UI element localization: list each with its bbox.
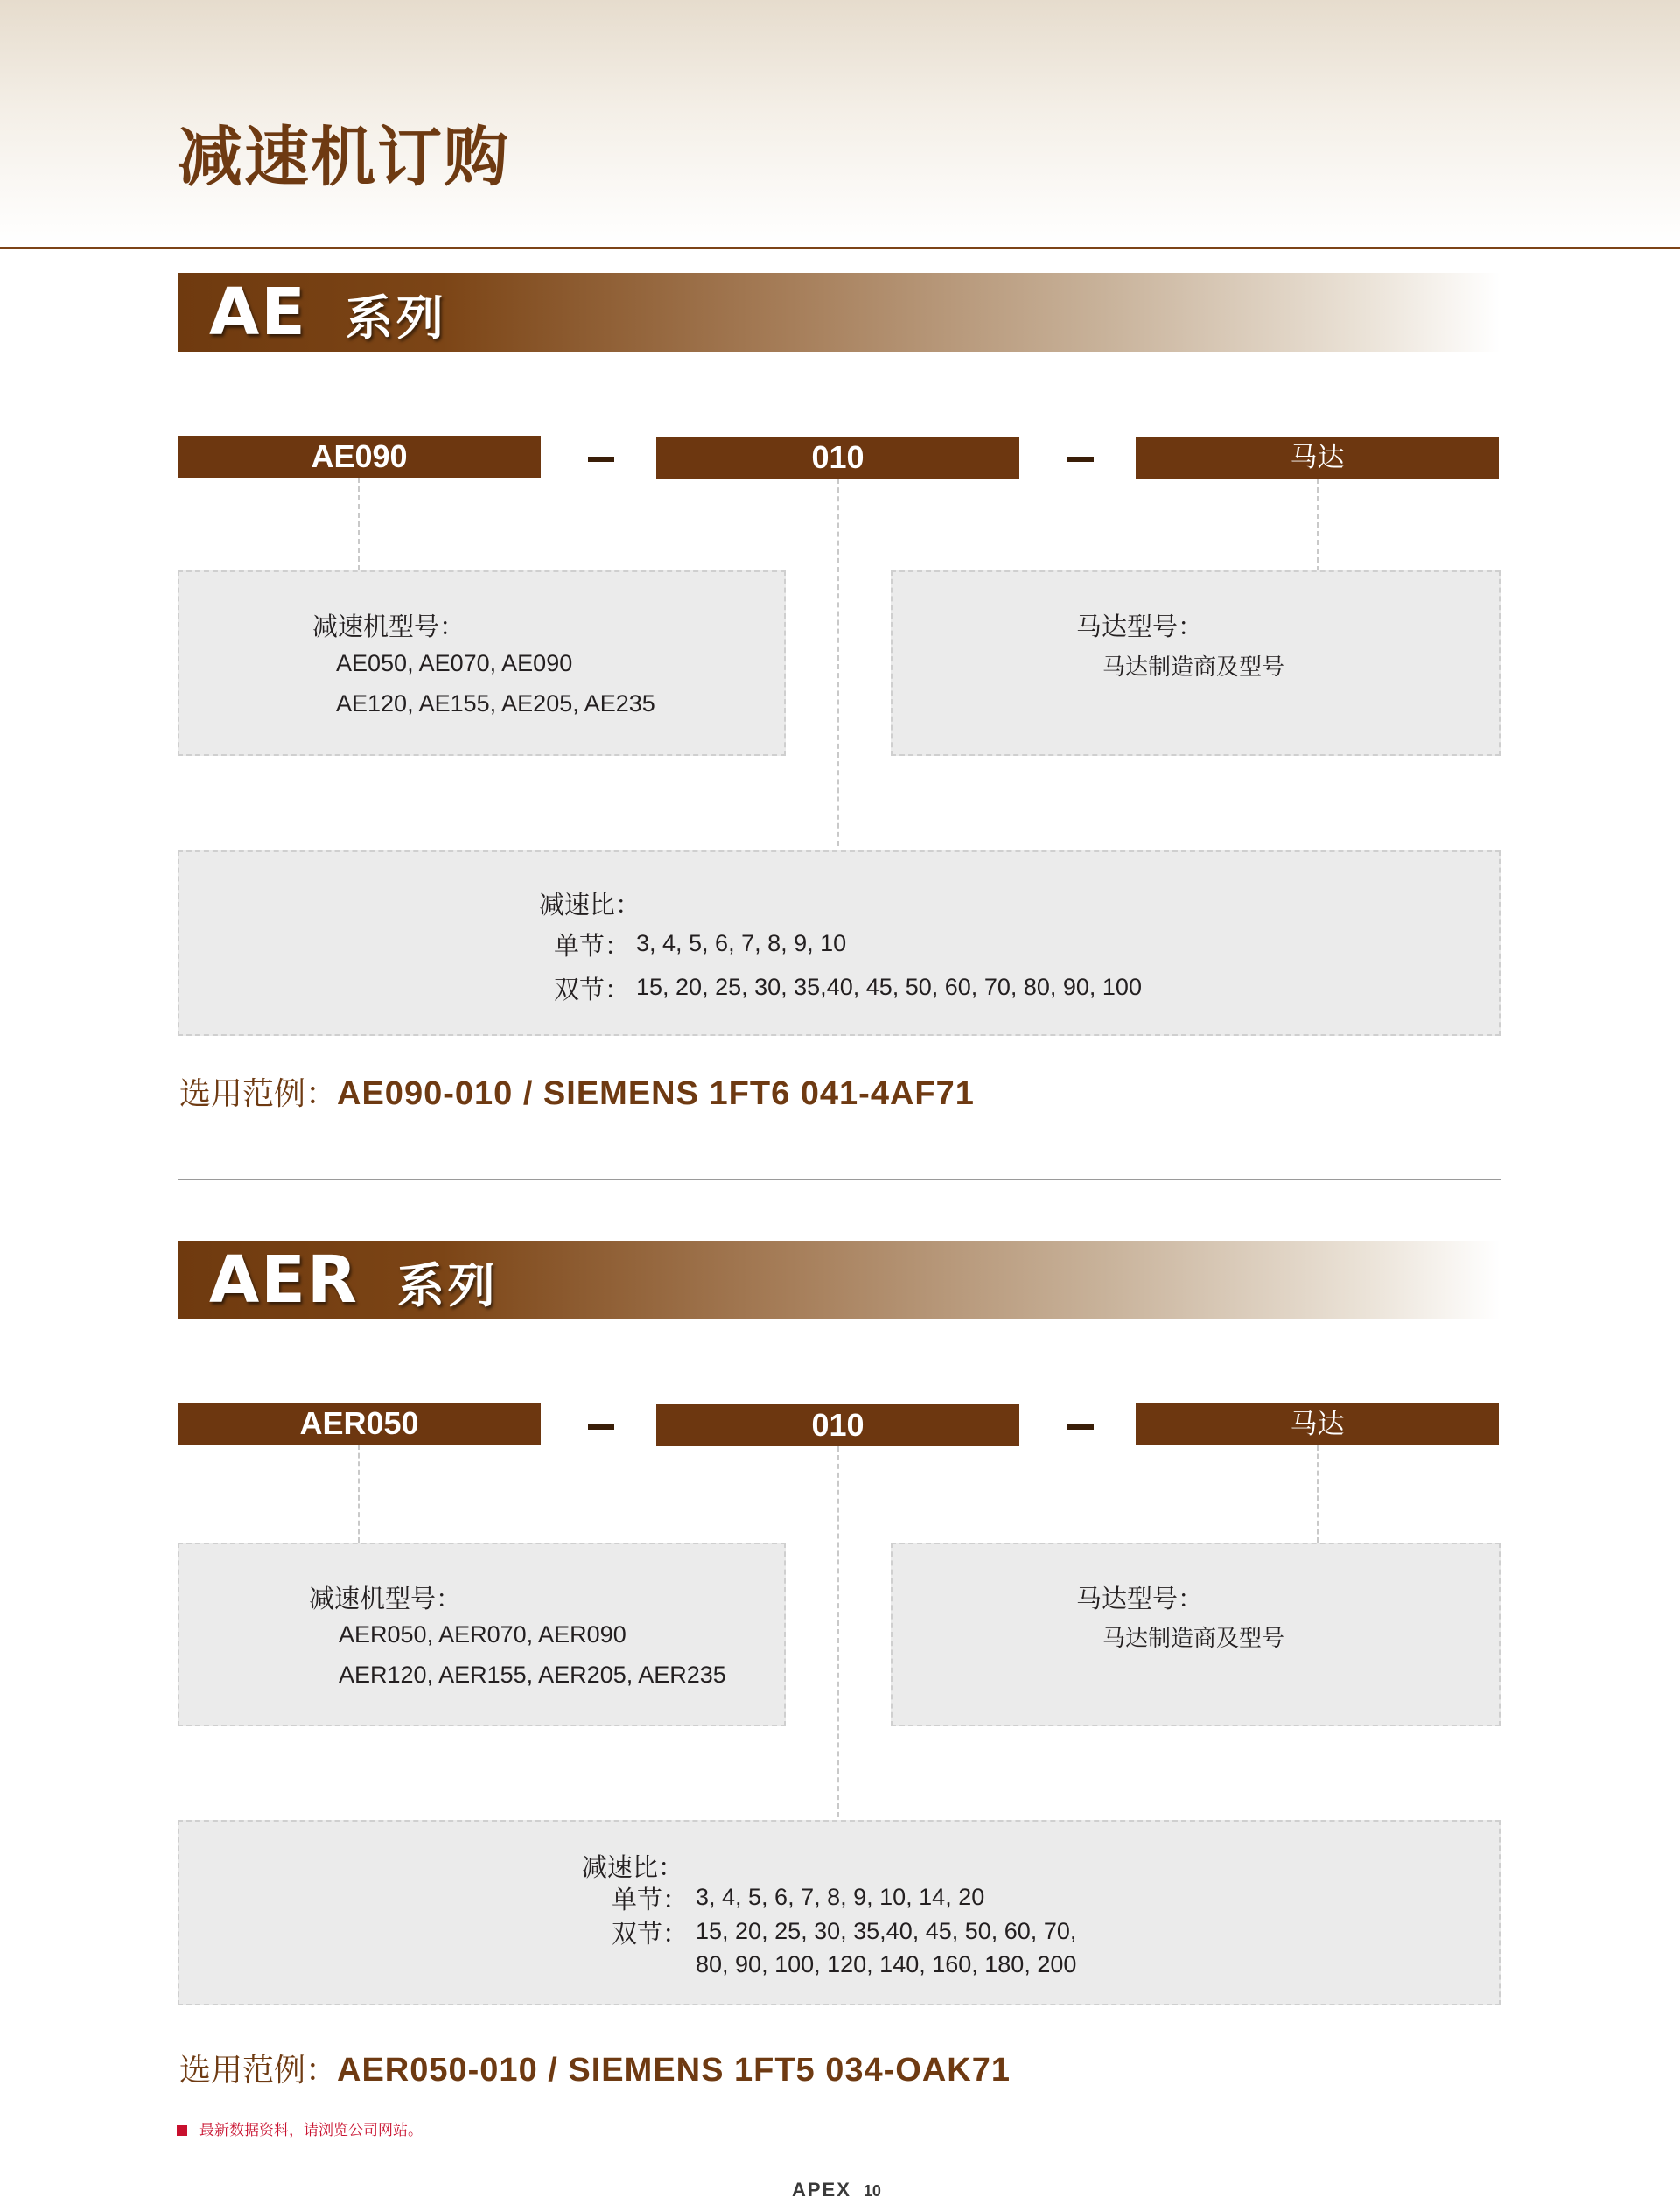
double-stage-label: 双节： <box>612 1919 689 1949</box>
model-list-line: AE120, AE155, AE205, AE235 <box>336 690 655 717</box>
section-divider <box>178 1179 1501 1180</box>
model-info-box <box>178 1543 786 1726</box>
connector-line <box>358 1445 360 1543</box>
series-banner-aer <box>178 1241 1501 1319</box>
ratio-info-box <box>178 850 1501 1036</box>
series-code: AE <box>209 275 307 350</box>
motor-info-box <box>891 1543 1501 1726</box>
model-info-box <box>178 570 786 756</box>
example-code: AER050-010 / SIEMENS 1FT5 034-OAK71 <box>337 2052 1011 2089</box>
series-word: 系列 <box>345 290 447 346</box>
motor-label: 马达型号： <box>1076 612 1204 641</box>
example-label: 选用范例： <box>179 1076 338 1112</box>
connector-line <box>837 1446 839 1817</box>
model-list-line: AE050, AE070, AE090 <box>336 650 573 676</box>
page-title: 减速机订购 <box>178 120 510 195</box>
single-stage-label: 单节： <box>612 1885 689 1914</box>
example-label: 选用范例： <box>179 2053 338 2089</box>
footnote <box>177 2117 423 2144</box>
example-code: AE090-010 / SIEMENS 1FT6 041-4AF71 <box>337 1075 975 1112</box>
double-stage-values: 15, 20, 25, 30, 35,40, 45, 50, 60, 70, <box>696 1918 1077 1944</box>
motor-desc: 马达制造商及型号 <box>1102 654 1285 681</box>
page-number: 10 <box>863 2182 881 2200</box>
brand-name: APEX <box>792 2179 851 2201</box>
model-label: 减速机型号： <box>312 612 466 641</box>
ratio-code-bar: 010 <box>656 1404 1019 1446</box>
single-stage-values: 3, 4, 5, 6, 7, 8, 9, 10, 14, 20 <box>696 1884 985 1910</box>
page-footer <box>792 2179 881 2201</box>
code-separator <box>588 1424 614 1430</box>
model-list-line: AER050, AER070, AER090 <box>339 1621 626 1648</box>
bullet-square-icon <box>177 2125 187 2136</box>
connector-line <box>1317 1445 1319 1543</box>
series-banner-ae <box>178 273 1501 352</box>
footnote-text: 最新数据资料，请浏览公司网站。 <box>200 2122 423 2139</box>
motor-label: 马达型号： <box>1076 1584 1204 1613</box>
ratio-label: 减速比： <box>539 890 641 920</box>
motor-code-bar: 马达 <box>1136 437 1499 479</box>
ratio-label: 减速比： <box>582 1852 684 1882</box>
title-divider <box>0 247 1680 249</box>
double-stage-values: 15, 20, 25, 30, 35,40, 45, 50, 60, 70, 80, 90, 100 <box>636 974 1142 1000</box>
motor-code-bar: 马达 <box>1136 1403 1499 1445</box>
model-code-bar: AE090 <box>178 436 541 478</box>
model-list-line: AER120, AER155, AER205, AER235 <box>339 1662 726 1688</box>
selection-example <box>179 1069 975 1118</box>
motor-desc: 马达制造商及型号 <box>1102 1626 1285 1652</box>
model-code-bar: AER050 <box>178 1403 541 1445</box>
code-separator <box>1068 457 1094 462</box>
motor-info-box <box>891 570 1501 756</box>
double-stage-label: 双节： <box>554 975 631 1004</box>
connector-line <box>358 478 360 570</box>
model-label: 减速机型号： <box>309 1584 462 1613</box>
code-separator <box>1068 1424 1094 1430</box>
code-separator <box>588 457 614 462</box>
connector-line <box>837 479 839 846</box>
series-word: 系列 <box>396 1258 499 1313</box>
connector-line <box>1317 479 1319 571</box>
single-stage-values: 3, 4, 5, 6, 7, 8, 9, 10 <box>636 930 847 956</box>
ratio-code-bar: 010 <box>656 437 1019 479</box>
single-stage-label: 单节： <box>554 931 631 961</box>
selection-example <box>179 2046 1011 2095</box>
ratio-info-box <box>178 1820 1501 2005</box>
series-code: AER <box>209 1242 359 1318</box>
double-stage-values-continued: 80, 90, 100, 120, 140, 160, 180, 200 <box>696 1951 1077 1977</box>
